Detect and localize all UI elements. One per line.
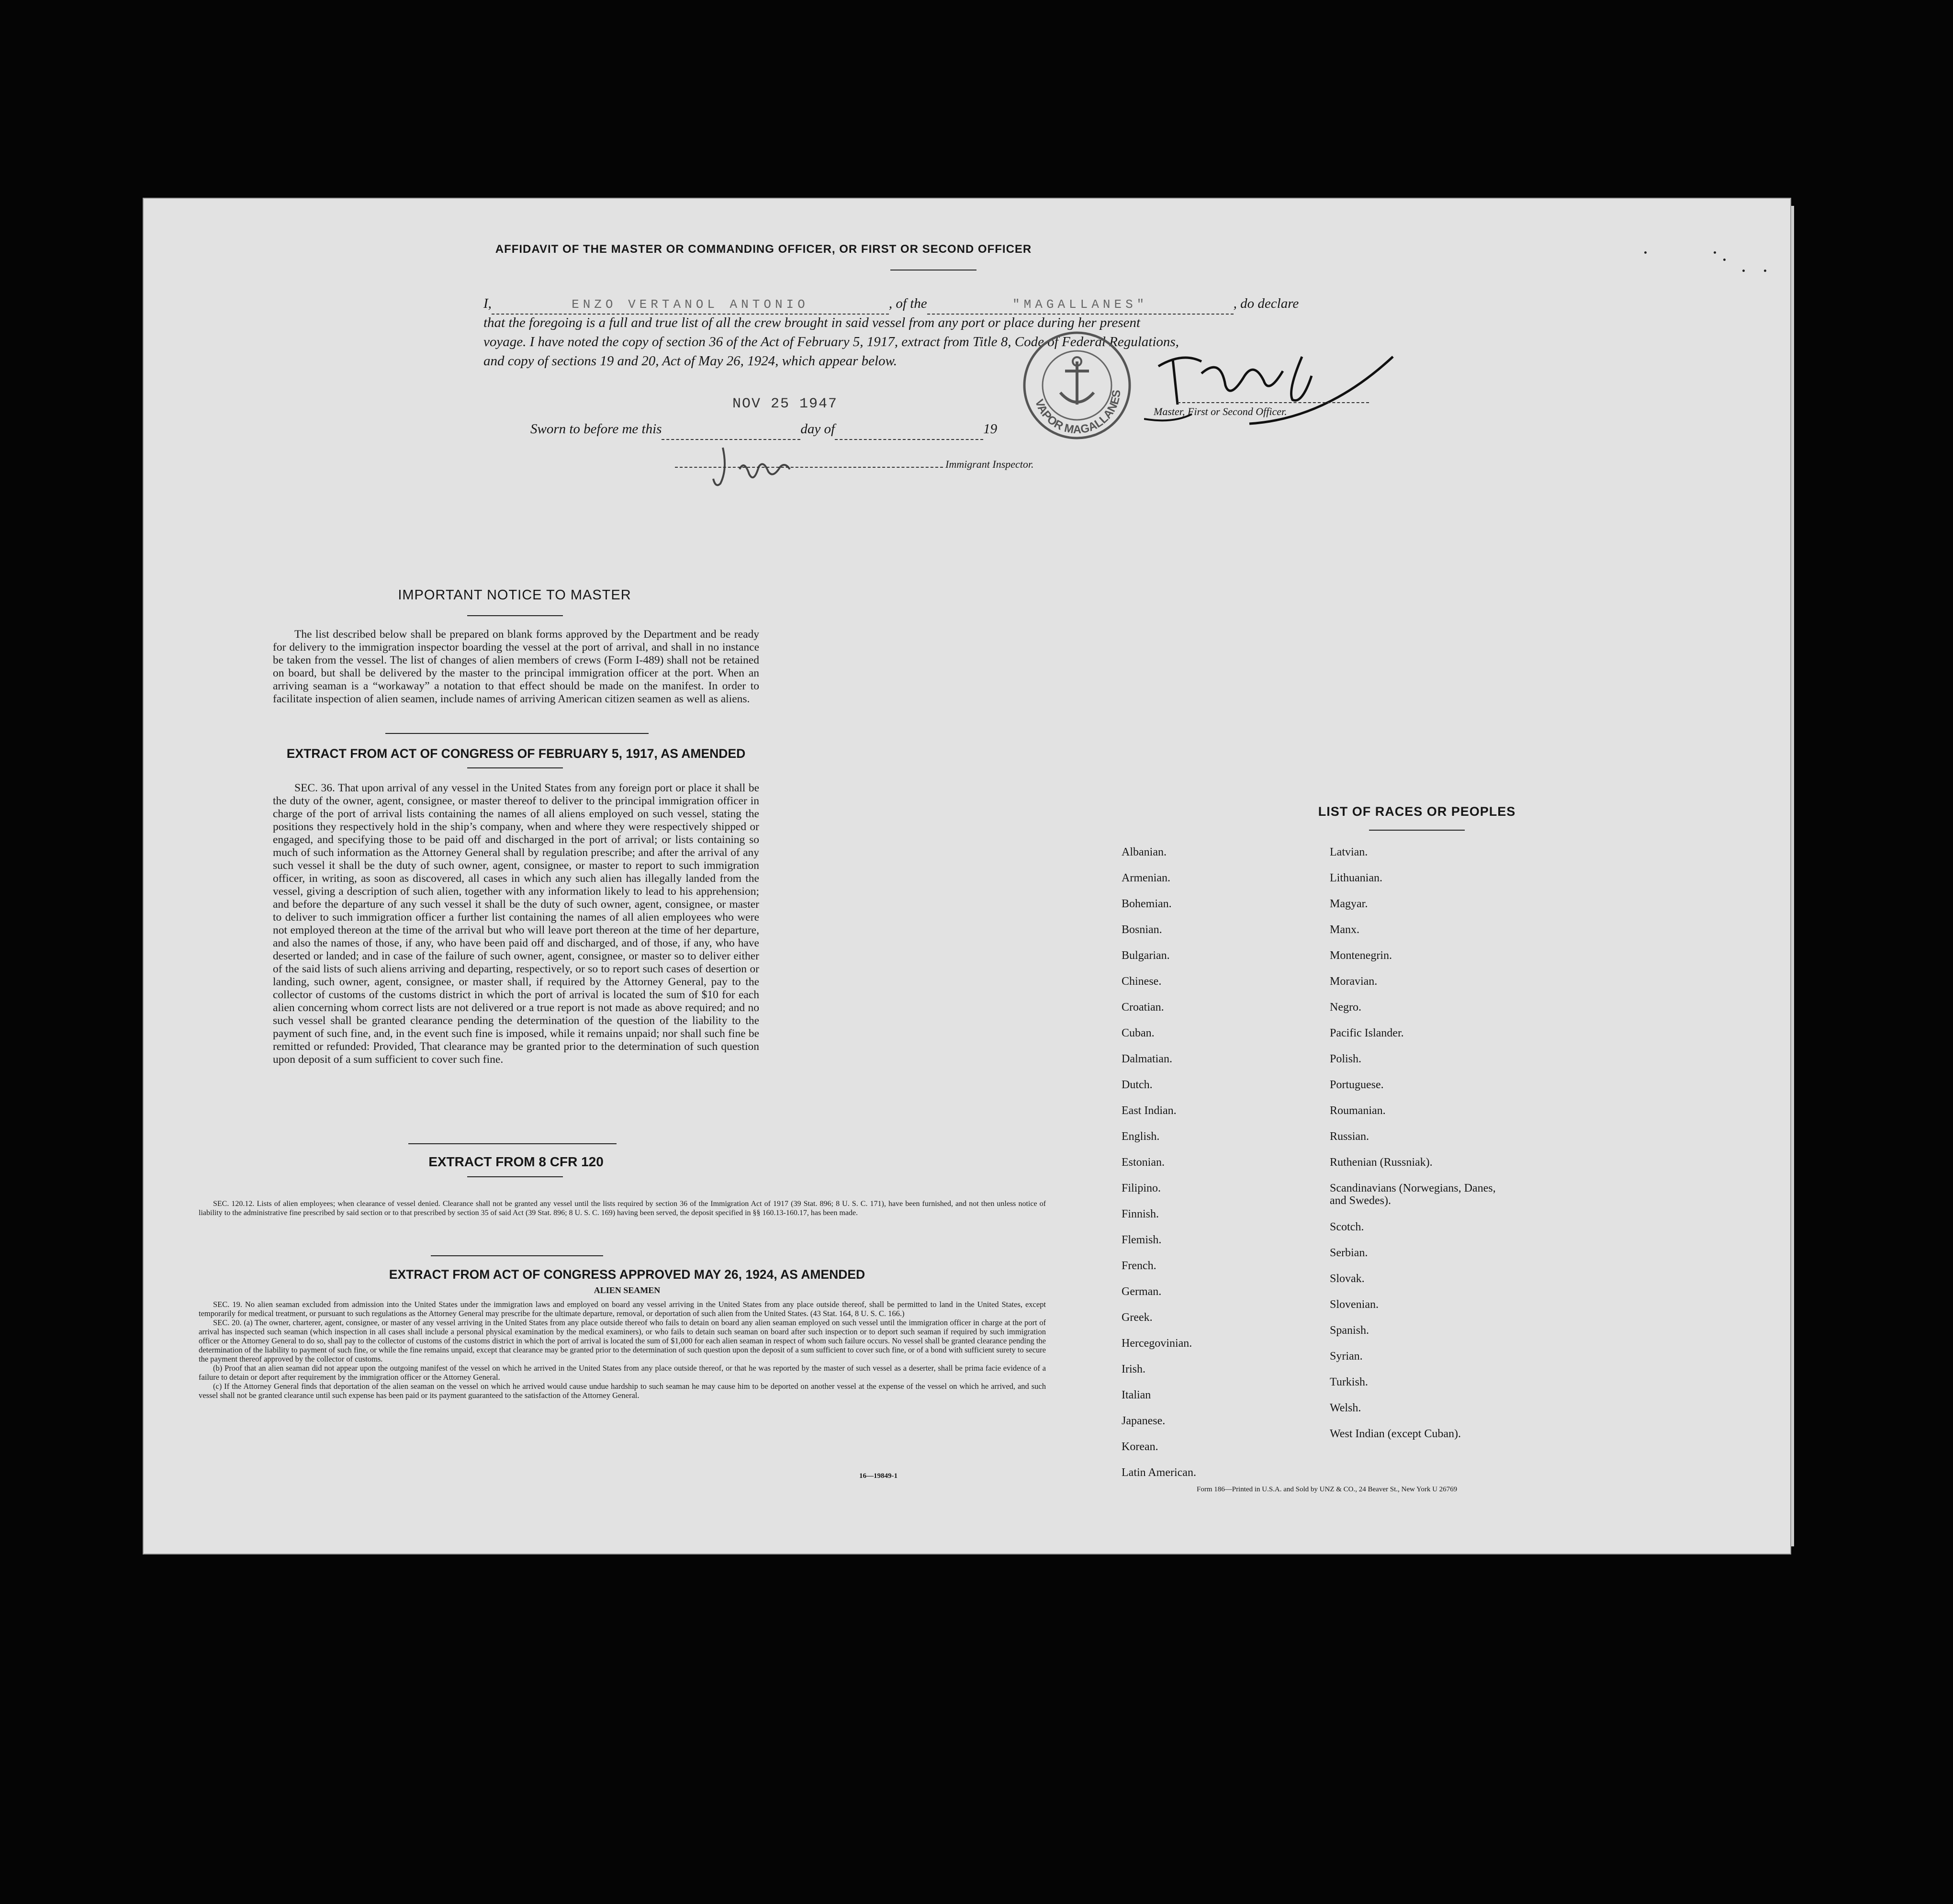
section-19-paragraph: SEC. 19. No alien seaman excluded from admission into the United States under the immigration laws and employed on board any vessel arriving in the United States from any place outside thereof, shall be permitted to land in the United States, except temporarily for medical treatment, or pursuant to such regulations as the Attorney General may prescribe for the ultimate departure, removal, or deportation of such alien from the United States. (43 Stat. 164, 8 U. S. C. 166.)	[199, 1300, 1046, 1318]
vessel-name-field: "MAGALLANES"	[927, 295, 1234, 315]
race-item: Syrian.	[1330, 1350, 1363, 1363]
cfr-text	[199, 1199, 1046, 1217]
inspector-signature-line	[675, 467, 943, 468]
race-item: Flemish.	[1122, 1234, 1162, 1246]
date-stamp: NOV 25 1947	[732, 396, 838, 412]
race-item: Korean.	[1122, 1441, 1158, 1453]
speck	[1723, 259, 1726, 261]
race-item: Serbian.	[1330, 1247, 1368, 1259]
race-item: Montenegrin.	[1330, 949, 1392, 962]
year-prefix: 19	[983, 421, 998, 437]
race-item: Irish.	[1122, 1363, 1145, 1375]
race-item: Portuguese.	[1330, 1079, 1384, 1091]
affidavit-prefix: I,	[483, 296, 492, 311]
affidavit-of-the: , of the	[888, 296, 927, 311]
race-item: Cuban.	[1122, 1027, 1155, 1039]
notice-paragraph: The list described below shall be prepared on blank forms approved by the Department and be ready for delivery to the immigration inspector boarding the vessel at the port of arrival, and shall in no instance be taken from the vessel. The list of changes of alien members of crews (Form I-489) shall not be retained on board, but shall be delivered by the master to the principal immigration officer at the port. When an arriving seaman is a “workaway” a notation to that effect should be made on the manifest. In order to facilitate inspection of alien seamen, include names of arriving American citizen seamen as well as aliens.	[273, 628, 759, 705]
extract-1917-text	[273, 782, 759, 1066]
rule-above-1917	[385, 733, 649, 734]
sworn-text: Sworn to before me this	[530, 421, 662, 437]
section-36-paragraph: SEC. 36. That upon arrival of any vessel in the United States from any foreign port or place it shall be the duty of the owner, agent, consignee, or master thereof to deliver to the principal immigration officer in charge of the port of arrival lists containing the names of all aliens employed on such vessel, stating the positions they respectively hold in the ship’s company, when and where they were respectively shipped or engaged, and specifying those to be paid off and discharged in the port of arrival; or lists containing so much of such information as the Attorney General shall by regulation prescribe; and after the arrival of any such vessel it shall be the duty of such owner, agent, consignee, or master to report to such immigration officer, in writing, as soon as discovered, all cases in which any such alien has illegally landed from the vessel, giving a description of such alien, together with any information likely to lead to his apprehension; and before the departure of any such vessel it shall be the duty of such owner, agent, consignee, or master to deliver to such immigration officer a further list containing the names of all alien employees who were not employed thereon at the time of the arrival but who will leave port thereon at the time of her departure, and also the names of those, if any, who have been paid off and discharged, and of those, if any, who have deserted or landed; and in case of the failure of such owner, agent, consignee, or master so to deliver either of the said lists of such aliens arriving and departing, respectively, or so to report such cases of desertion or landing, such owner, agent, consignee, or master shall, if required by the Attorney General, pay to the collector of customs of the customs district in which the port of arrival is located the sum of $10 for each alien concerning whom correct lists are not delivered or a true report is not made as above required; and no such vessel shall be granted clearance pending the determination of the question of the liability to the payment of such fine, and, in the event such fine is imposed, while it remains unpaid; nor shall such fine be remitted or refunded: Provided, That clearance may be granted prior to the determination of such question upon deposit of a sum sufficient to cover such fine.	[273, 782, 759, 1066]
races-right-column	[1330, 846, 1502, 1453]
race-item: Moravian.	[1330, 975, 1378, 988]
speck	[1714, 251, 1716, 254]
race-item: Croatian.	[1122, 1001, 1164, 1014]
race-item: Turkish.	[1330, 1376, 1368, 1388]
master-signature-line	[1178, 402, 1369, 403]
race-item: Estonian.	[1122, 1156, 1165, 1169]
race-item: Dutch.	[1122, 1079, 1153, 1091]
race-item: Armenian.	[1122, 872, 1170, 884]
race-item: Magyar.	[1330, 898, 1368, 910]
race-item: French.	[1122, 1260, 1156, 1272]
sworn-line	[530, 420, 1248, 440]
notice-text	[273, 628, 759, 706]
races-rule	[1369, 830, 1465, 831]
alien-seamen-subheading: ALIEN SEAMEN	[594, 1285, 661, 1295]
section-20a-paragraph: SEC. 20. (a) The owner, charterer, agent, consignee, or master of any vessel arriving in the United States from any place outside thereof who fails to detain on board any alien seaman employed on such vessel until the immigration officer in charge at the port of arrival has inspected such seaman (which inspection in all cases shall include a personal physical examination by the medical examiners), or who fails to detain such seaman on board after such inspection or to deport such seaman if required by such immigration officer or the Attorney General to do so, shall pay to the collector of customs of the customs district in which the port of arrival is located the sum of $1,000 for each alien seaman in respect of whom such failure occurs. No vessel shall be granted clearance pending the determination of the liability to payment of such fine, or while the fine remains unpaid, except that clearance may be granted prior to the determination of such question upon the deposit of a sum sufficient to cover such fine, or of a bond with sufficient surety to secure the payment thereof approved by the collector of customs.	[199, 1318, 1046, 1363]
race-item: Latvian.	[1330, 846, 1368, 858]
rule-below-1917	[467, 767, 563, 768]
race-item: Latin American.	[1122, 1466, 1196, 1479]
race-item: Welsh.	[1330, 1402, 1361, 1414]
race-item: Manx.	[1330, 924, 1359, 936]
race-item: Negro.	[1330, 1001, 1361, 1014]
day-of-text: day of	[800, 421, 835, 437]
race-item: Bohemian.	[1122, 898, 1172, 910]
cfr-heading: EXTRACT FROM 8 CFR 120	[428, 1154, 604, 1169]
race-item: Lithuanian.	[1330, 872, 1382, 884]
form-code: 16—19849-1	[859, 1472, 898, 1480]
race-item: Roumanian.	[1330, 1104, 1386, 1117]
race-item: Ruthenian (Russniak).	[1330, 1156, 1433, 1169]
race-item: Bulgarian.	[1122, 949, 1170, 962]
speck	[1644, 251, 1647, 254]
race-item: Polish.	[1330, 1053, 1362, 1065]
sworn-month-field	[835, 421, 983, 440]
cfr-paragraph: SEC. 120.12. Lists of alien employees; when clearance of vessel denied. Clearance shall not be granted any vessel until the lists required by section 36 of the Immigration Act of 1917 (39 Stat. 896; 8 U. S. C. 171), have been furnished, and not then unless notice of liability to the administrative fine prescribed by said section or to that prescribed by section 35 of said Act (39 Stat. 896; 8 U. S. C. 169) having been served, the deposit specified in §§ 160.13-160.17, has been made.	[199, 1200, 1046, 1217]
race-item: Spanish.	[1330, 1324, 1369, 1337]
affidavit-line-2: that the foregoing is a full and true list of all the crew brought in said vessel from any port or place during her present	[483, 315, 1141, 330]
extract-1924-text	[199, 1300, 1046, 1400]
race-item: Slovak.	[1330, 1273, 1365, 1285]
race-item: Dalmatian.	[1122, 1053, 1172, 1065]
section-20b-paragraph: (b) Proof that an alien seaman did not appear upon the outgoing manifest of the vessel on which he arrived in the United States from any place outside thereof, or that he was reported by the master of such vessel as a deserter, shall be prima facie evidence of a failure to detain or deport after requirement by the immigration officer or the Attorney General.	[199, 1363, 1046, 1382]
race-item: Albanian.	[1122, 846, 1167, 858]
races-heading: LIST OF RACES OR PEOPLES	[1318, 804, 1516, 819]
race-item: German.	[1122, 1285, 1162, 1298]
speck	[1764, 270, 1766, 272]
extract-1924-heading: EXTRACT FROM ACT OF CONGRESS APPROVED MAY 26, 1924, AS AMENDED	[389, 1267, 865, 1282]
rule-above-1924	[431, 1255, 603, 1256]
affidavit-line-3: voyage. I have noted the copy of section 36 of the Act of February 5, 1917, extract from Title 8, Code of Federal Regulations,	[483, 334, 1179, 349]
race-item: Japanese.	[1122, 1415, 1166, 1427]
race-item: Finnish.	[1122, 1208, 1159, 1220]
race-item: Chinese.	[1122, 975, 1162, 988]
race-item: Bosnian.	[1122, 924, 1162, 936]
sworn-day-field	[662, 421, 800, 440]
race-item: West Indian (except Cuban).	[1330, 1428, 1461, 1440]
race-item: Russian.	[1330, 1130, 1369, 1143]
affidavit-line-4: and copy of sections 19 and 20, Act of May 26, 1924, which appear below.	[483, 353, 897, 369]
race-item: Italian	[1122, 1389, 1151, 1401]
race-item: Filipino.	[1122, 1182, 1161, 1194]
page-edge	[1790, 206, 1794, 1546]
affidavit-title: AFFIDAVIT OF THE MASTER OR COMMANDING OFFICER, OR FIRST OR SECOND OFFICER	[495, 243, 1032, 256]
document-page	[144, 199, 1790, 1554]
rule-below-cfr	[467, 1176, 563, 1177]
races-left-column	[1122, 846, 1196, 1492]
race-item: Pacific Islander.	[1330, 1027, 1404, 1039]
race-item: Greek.	[1122, 1311, 1153, 1324]
notice-rule	[467, 615, 563, 616]
race-item: Scandinavians (Norwegians, Danes, and Swedes).	[1330, 1182, 1496, 1207]
form-printer-note: Form 186—Printed in U.S.A. and Sold by UNZ & CO., 24 Beaver St., New York U 26769	[1197, 1486, 1458, 1493]
master-name-field: ENZO VERTANOL ANTONIO	[492, 295, 889, 315]
race-item: Scotch.	[1330, 1221, 1364, 1233]
race-item: East Indian.	[1122, 1104, 1177, 1117]
seal-text: VAPOR MAGALLANES	[1032, 389, 1123, 437]
notice-heading: IMPORTANT NOTICE TO MASTER	[398, 587, 631, 603]
master-caption: Master, First or Second Officer.	[1154, 406, 1287, 417]
speck	[1742, 270, 1745, 272]
rule-above-cfr	[408, 1143, 617, 1144]
affidavit-declare: , do declare	[1233, 296, 1299, 311]
extract-1917-heading: EXTRACT FROM ACT OF CONGRESS OF FEBRUARY 5, 1917, AS AMENDED	[286, 746, 746, 761]
race-item: English.	[1122, 1130, 1160, 1143]
race-item: Slovenian.	[1330, 1298, 1379, 1311]
race-item: Hercegovinian.	[1122, 1337, 1192, 1350]
affidavit-line-1	[483, 294, 1388, 315]
inspector-caption: Immigrant Inspector.	[945, 458, 1034, 470]
section-20c-paragraph: (c) If the Attorney General finds that deportation of the alien seaman on the vessel on which he arrived would cause undue hardship to such seaman he may cause him to be deported on another vessel at the expense of the vessel on which he arrived, and such vessel shall not be granted clearance until such expense has been paid or its payment guaranteed to the satisfaction of the Attorney General.	[199, 1382, 1046, 1400]
